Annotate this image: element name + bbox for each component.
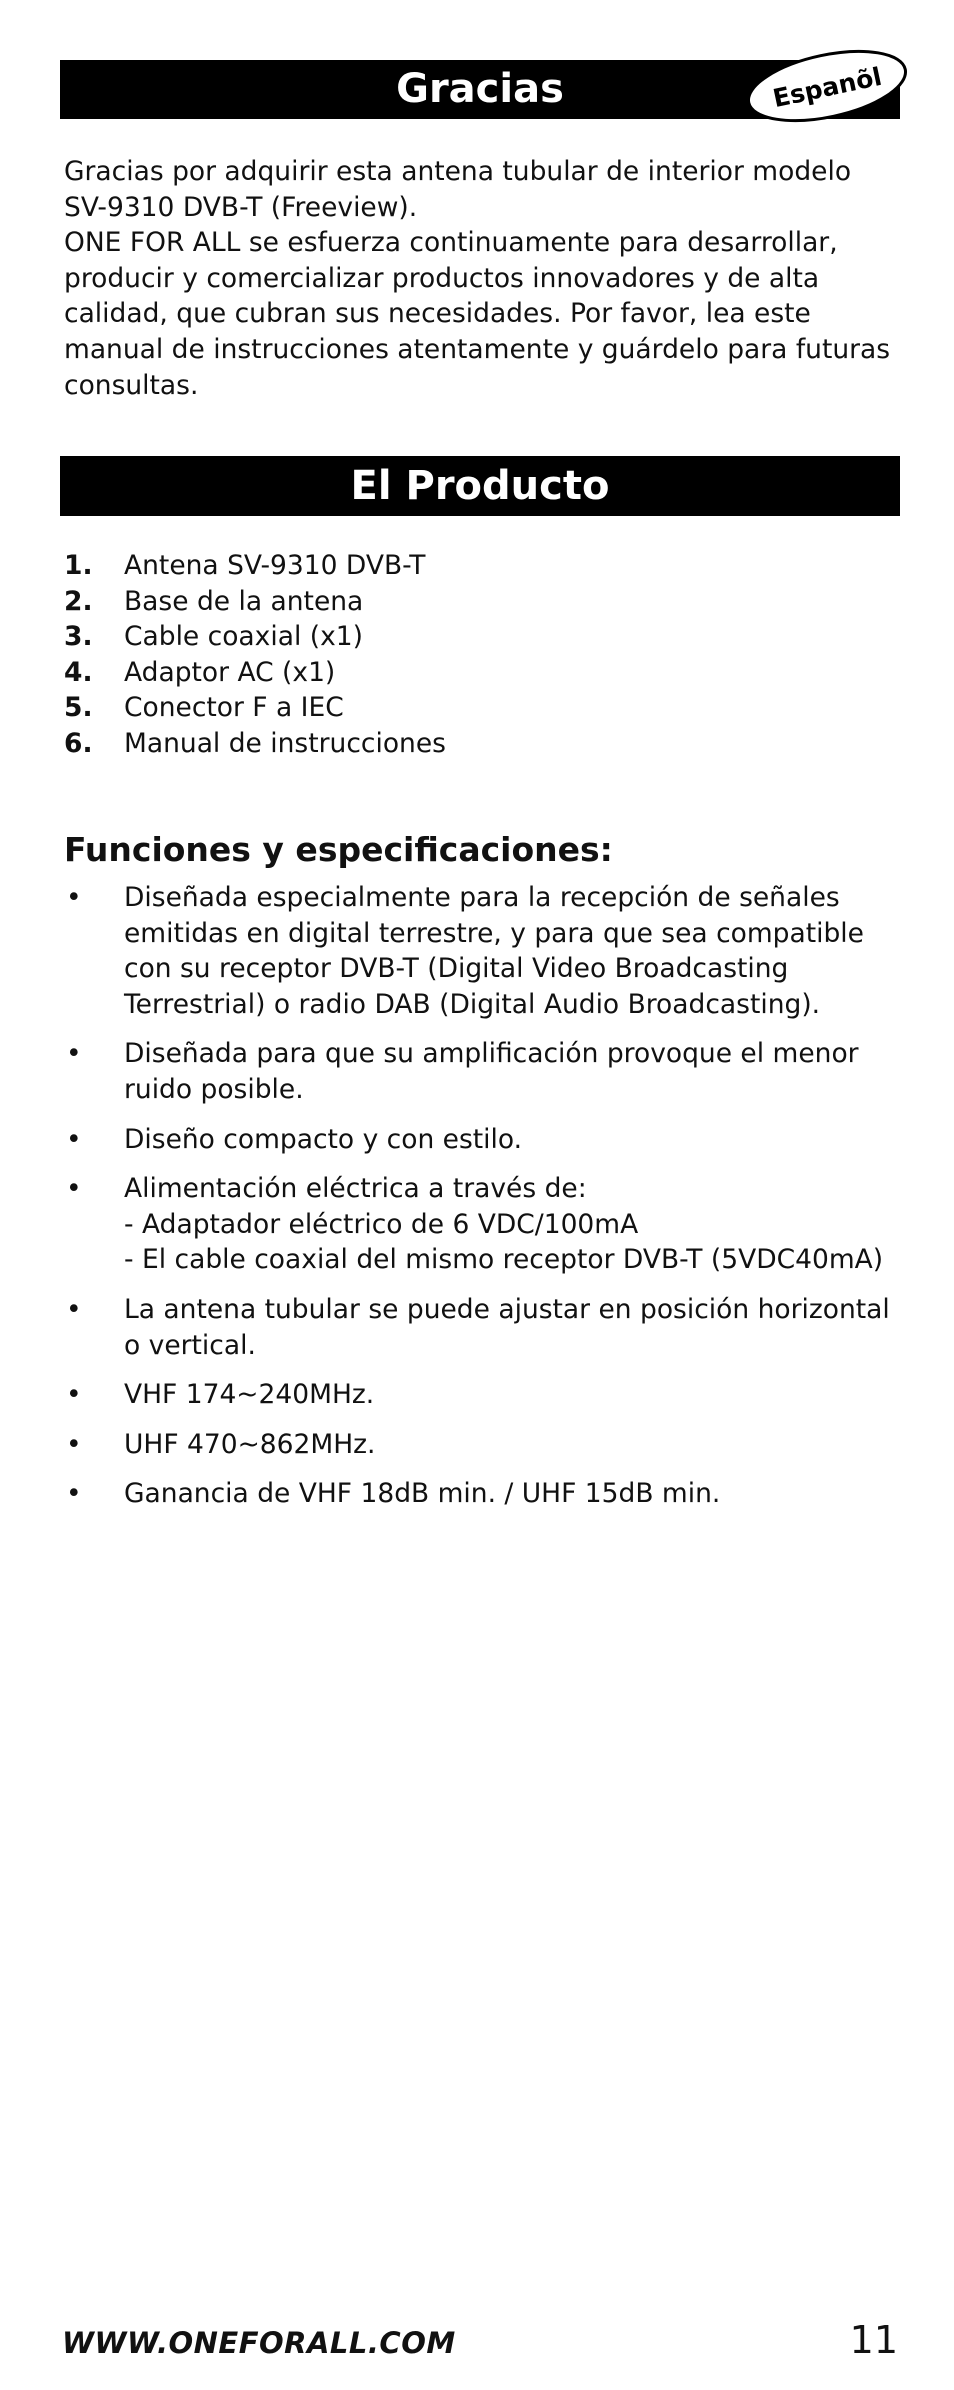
page-number: 11 xyxy=(849,2318,898,2362)
feature-text: La antena tubular se puede ajustar en posición horizontal o vertical. xyxy=(124,1293,890,1361)
list-item-number: 5. xyxy=(64,692,93,724)
list-item-number: 4. xyxy=(64,656,93,688)
feature-item xyxy=(64,1476,900,1512)
list-item-number: 3. xyxy=(64,621,93,653)
feature-item xyxy=(64,1377,900,1413)
list-item-number: 6. xyxy=(64,727,93,759)
feature-text: Alimentación eléctrica a través de: xyxy=(124,1173,587,1205)
list-item-text: Manual de instrucciones xyxy=(124,727,446,759)
list-item-text: Base de la antena xyxy=(124,585,364,617)
list-item xyxy=(64,655,900,691)
feature-item xyxy=(64,1427,900,1463)
feature-item xyxy=(64,880,900,1022)
feature-item xyxy=(64,1171,900,1278)
power-subitem: - El cable coaxial del mismo receptor DVB-T (5VDC40mA) xyxy=(124,1244,884,1276)
list-item-text: Antena SV-9310 DVB-T xyxy=(124,550,426,581)
section-title-producto: El Producto xyxy=(350,463,610,509)
feature-text: Diseño compacto y con estilo. xyxy=(124,1123,523,1155)
section-header-producto xyxy=(60,456,900,516)
feature-item xyxy=(64,1292,900,1363)
section-title-gracias: Gracias xyxy=(396,66,564,112)
product-list xyxy=(64,548,900,762)
bullet-icon: • xyxy=(66,1478,82,1510)
list-item-number: 2. xyxy=(64,585,93,617)
feature-text: VHF 174~240MHz. xyxy=(124,1379,375,1411)
list-item xyxy=(64,619,900,655)
feature-text: Diseñada especialmente para la recepción de señales emitidas en digital terrestre, y para que sea compatible con su receptor DVB-T (Digital Video Broadcasting Terrestrial) o radio DAB (Digital Audio Broadcasting). xyxy=(124,882,864,1020)
features-heading: Funciones y especificaciones: xyxy=(64,830,613,869)
feature-item xyxy=(64,1122,900,1158)
language-tag-label: Espanõl xyxy=(770,61,885,114)
intro-paragraph: Gracias por adquirir esta antena tubular de interior modelo SV-9310 DVB-T (Freeview). ONE FOR ALL se esfuerza continuamente para desarrollar, producir y comercializar productos innovadores y de alta calidad, que cubran sus necesidades. Por favor, lea este manual de instrucciones atentamente y guárdelo para futuras consultas. xyxy=(64,156,891,401)
power-subitem: - Adaptador eléctrico de 6 VDC/100mA xyxy=(124,1208,639,1240)
bullet-icon: • xyxy=(66,1038,82,1070)
bullet-icon: • xyxy=(66,882,82,913)
list-item-text: Adaptor AC (x1) xyxy=(124,656,336,688)
feature-text: UHF 470~862MHz. xyxy=(124,1428,376,1460)
list-item-text: Conector F a IEC xyxy=(124,692,344,724)
footer-website: WWW.ONEFORALL.COM xyxy=(62,2326,456,2360)
list-item-text: Cable coaxial (x1) xyxy=(124,621,363,653)
bullet-icon: • xyxy=(66,1173,82,1205)
list-item xyxy=(64,726,900,762)
list-item xyxy=(64,690,900,726)
bullet-icon: • xyxy=(66,1123,82,1155)
feature-item xyxy=(64,1036,900,1107)
list-item xyxy=(64,584,900,620)
list-item xyxy=(64,548,900,584)
bullet-icon: • xyxy=(66,1379,82,1411)
feature-text: Diseñada para que su amplificación provoque el menor ruido posible. xyxy=(124,1038,859,1105)
bullet-icon: • xyxy=(66,1293,82,1325)
bullet-icon: • xyxy=(66,1428,82,1460)
language-tag-badge xyxy=(742,48,912,124)
feature-text: Ganancia de VHF 18dB min. / UHF 15dB min. xyxy=(124,1478,721,1510)
features-list xyxy=(64,880,900,1526)
list-item-number: 1. xyxy=(64,550,93,581)
